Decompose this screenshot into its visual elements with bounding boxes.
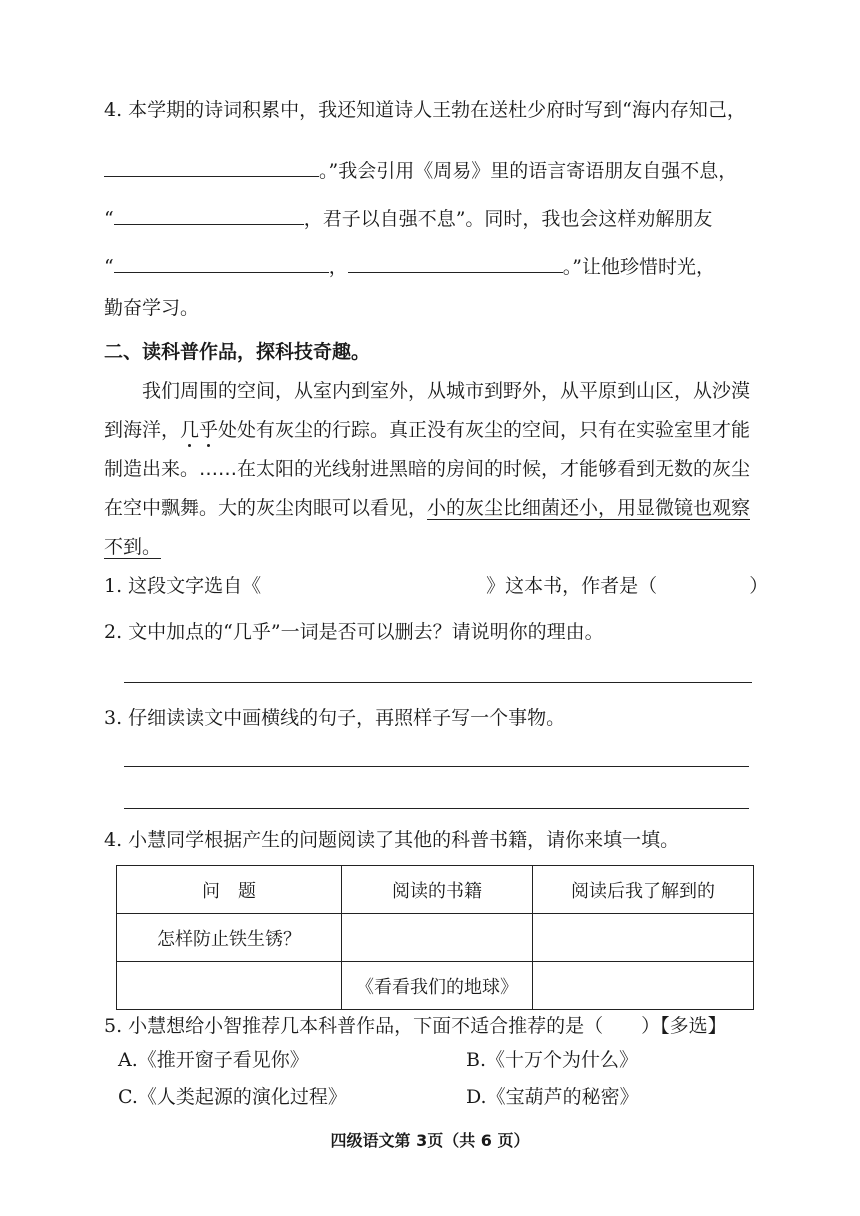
option-a[interactable]: A.《推开窗子看见你》 xyxy=(118,1049,309,1071)
q4-poem-line1: 4. 本学期的诗词积累中，我还知道诗人王勃在送杜少府时写到“海内存知己， xyxy=(104,99,746,121)
answer-line[interactable] xyxy=(124,808,749,809)
answer-blank[interactable] xyxy=(114,254,329,273)
underlined-sentence: 小的灰尘比细菌还小，用显微镜也观察不到。 xyxy=(104,497,751,558)
q4-line3-text: ，君子以自强不息”。同时，我也会这样劝解朋友 xyxy=(303,208,713,230)
table-row xyxy=(117,914,754,962)
header-learned: 阅读后我了解到的 xyxy=(533,866,754,914)
page-footer: 四级语文第 3页（共 6 页） xyxy=(330,1131,530,1150)
table-header-row xyxy=(117,866,754,914)
question-4: 4. 小慧同学根据产生的问题阅读了其他的科普书籍，请你来填一填。 xyxy=(104,829,680,851)
question-5: 5. 小慧想给小智推荐几本科普作品，下面不适合推荐的是（ ）【多选】 xyxy=(104,1015,727,1037)
table-cell-blank[interactable] xyxy=(533,962,754,1010)
option-c[interactable]: C.《人类起源的演化过程》 xyxy=(118,1086,347,1108)
question-2: 2. 文中加点的“几乎”一词是否可以删去？请说明你的理由。 xyxy=(104,621,604,643)
dotted-char: 乎 xyxy=(199,419,219,441)
q4-poem-line5: 勤奋学习。 xyxy=(104,297,200,319)
table-cell: 《看看我们的地球》 xyxy=(342,962,533,1010)
q4-line4-text: 。”让他珍惜时光， xyxy=(562,256,715,278)
question-3: 3. 仔细读读文中画横线的句子，再照样子写一个事物。 xyxy=(104,707,566,729)
q4-poem-line4 xyxy=(104,254,715,279)
header-question: 问 题 xyxy=(117,866,342,914)
option-b[interactable]: B.《十万个为什么》 xyxy=(466,1049,639,1071)
table-cell: 怎样防止铁生锈？ xyxy=(117,914,342,962)
q4-poem-line2 xyxy=(104,158,737,183)
open-quote: “ xyxy=(104,256,114,278)
passage-text: 我们周围的空间，从室内到室外，从城市到野外，从平原到山区，从沙漠到海洋， xyxy=(104,380,751,441)
answer-blank[interactable] xyxy=(104,158,319,177)
table-cell-blank[interactable] xyxy=(533,914,754,962)
q1-text-c: ） xyxy=(749,575,769,597)
table-cell-blank[interactable] xyxy=(342,914,533,962)
answer-line[interactable] xyxy=(124,766,749,767)
option-d[interactable]: D.《宝葫芦的秘密》 xyxy=(466,1086,639,1108)
table-cell-blank[interactable] xyxy=(117,962,342,1010)
dotted-char: 几 xyxy=(180,419,200,441)
reading-passage xyxy=(104,372,754,567)
answer-blank[interactable] xyxy=(114,206,304,225)
answer-blank[interactable] xyxy=(348,254,563,273)
table-row xyxy=(117,962,754,1010)
q1-text-a: 1. 这段文字选自《 xyxy=(104,575,262,597)
answer-line[interactable] xyxy=(124,682,752,683)
q1-text-b: 》这本书，作者是（ xyxy=(486,575,658,597)
q4-line2-text: 。”我会引用《周易》里的语言寄语朋友自强不息， xyxy=(319,160,738,182)
q4-poem-line3 xyxy=(104,206,712,231)
question-1 xyxy=(104,574,768,598)
section-heading: 二、读科普作品，探科技奇趣。 xyxy=(104,341,371,363)
comma: ， xyxy=(328,256,348,278)
header-book: 阅读的书籍 xyxy=(342,866,533,914)
reading-table xyxy=(116,865,754,1010)
passage-text: 处处有灰尘的行踪。真正没有灰尘的空间，只有在实验室里才能制造出来。……在太阳的光线射进黑暗的房间的时候，才能够看到无数的灰尘在空中飘舞。大的灰尘肉眼可以看见， xyxy=(104,419,751,519)
open-quote: “ xyxy=(104,208,114,230)
